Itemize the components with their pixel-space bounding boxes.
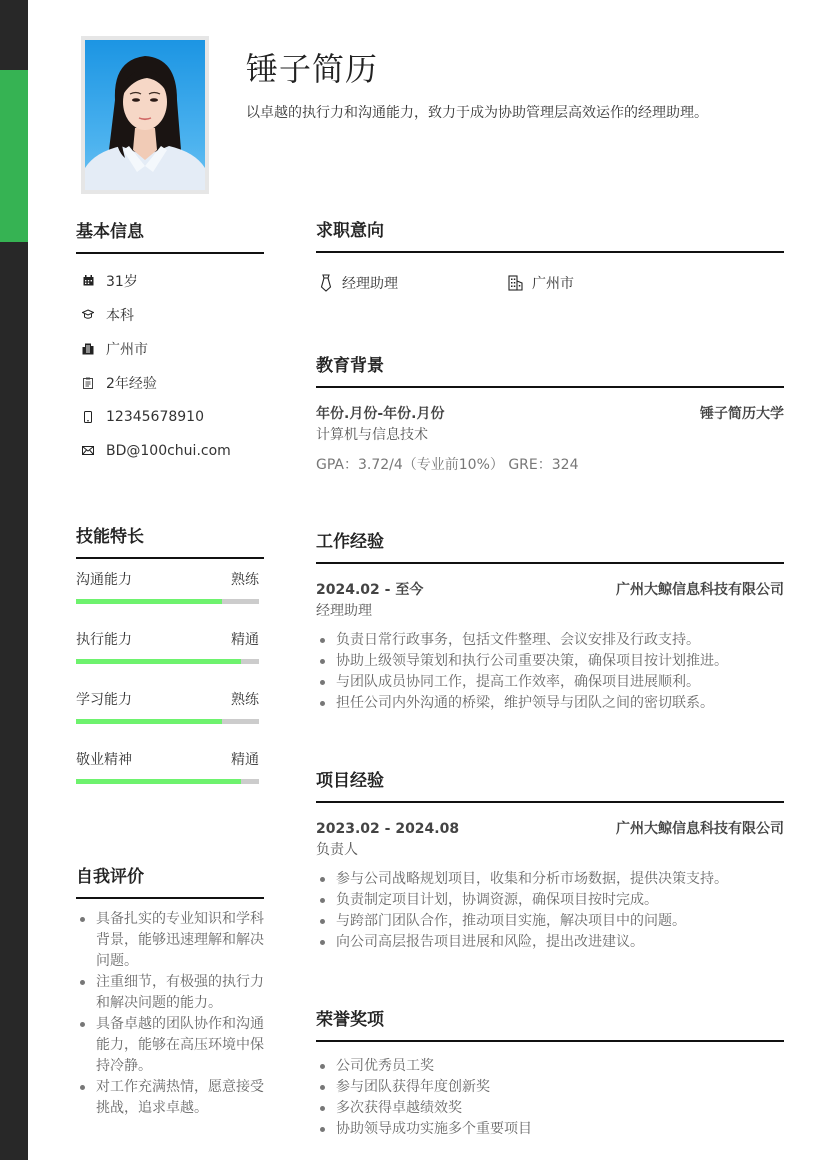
section-divider bbox=[316, 801, 784, 803]
info-text: 12345678910 bbox=[106, 408, 204, 425]
intent-position-text: 经理助理 bbox=[342, 275, 398, 292]
info-degree bbox=[76, 298, 264, 332]
basic-info-section bbox=[76, 220, 264, 468]
info-city bbox=[76, 332, 264, 366]
skill-item bbox=[76, 569, 264, 604]
list-item: 具备卓越的团队协作和沟通能力，能够在高压环境中保持冷静。 bbox=[76, 1014, 264, 1077]
intent-city-text: 广州市 bbox=[532, 275, 574, 292]
list-item: 多次获得卓越绩效奖 bbox=[316, 1098, 784, 1119]
info-experience bbox=[76, 366, 264, 400]
skill-name: 学习能力 bbox=[76, 691, 132, 708]
skill-name: 敬业精神 bbox=[76, 751, 132, 768]
list-item: 公司优秀员工奖 bbox=[316, 1056, 784, 1077]
phone-icon bbox=[78, 410, 98, 424]
building-icon bbox=[78, 342, 98, 356]
self-evaluation-section bbox=[76, 865, 264, 1119]
skill-level: 精通 bbox=[231, 631, 259, 648]
project-period: 2023.02 - 2024.08 bbox=[316, 820, 460, 837]
list-item: 协助领导成功实施多个重要项目 bbox=[316, 1119, 784, 1140]
project-experience-section bbox=[316, 769, 784, 953]
education-major: 计算机与信息技术 bbox=[316, 426, 428, 443]
tie-icon bbox=[316, 273, 336, 293]
skill-progress-bar bbox=[76, 719, 259, 724]
self-evaluation-list bbox=[76, 909, 264, 1119]
info-phone bbox=[76, 400, 264, 434]
sidebar-green-accent bbox=[0, 70, 28, 242]
section-divider bbox=[316, 562, 784, 564]
skill-item bbox=[76, 689, 264, 724]
honors-list bbox=[316, 1056, 784, 1140]
info-text: BD@100chui.com bbox=[106, 442, 231, 459]
work-duties-list bbox=[316, 630, 784, 714]
project-duties-list bbox=[316, 869, 784, 953]
skill-progress-fill bbox=[76, 779, 241, 784]
list-item: 对工作充满热情，愿意接受挑战，追求卓越。 bbox=[76, 1077, 264, 1119]
info-text: 2年经验 bbox=[106, 375, 157, 392]
list-item: 具备扎实的专业知识和学科背景，能够迅速理解和解决问题。 bbox=[76, 909, 264, 972]
section-divider bbox=[316, 386, 784, 388]
work-role: 经理助理 bbox=[316, 602, 372, 619]
section-divider bbox=[76, 252, 264, 254]
section-title: 求职意向 bbox=[316, 221, 384, 241]
education-scores: GPA：3.72/4（专业前10%） GRE：324 bbox=[316, 456, 579, 473]
profile-photo-frame bbox=[81, 36, 209, 194]
section-title: 技能特长 bbox=[76, 527, 144, 547]
section-divider bbox=[76, 897, 264, 899]
section-title: 项目经验 bbox=[316, 771, 384, 791]
skill-progress-fill bbox=[76, 599, 222, 604]
list-item: 向公司高层报告项目进展和风险，提出改进建议。 bbox=[316, 932, 784, 953]
info-text: 本科 bbox=[106, 307, 134, 324]
graduation-cap-icon bbox=[78, 308, 98, 322]
list-item: 注重细节，有极强的执行力和解决问题的能力。 bbox=[76, 972, 264, 1014]
list-item: 与团队成员协同工作，提高工作效率，确保项目进展顺利。 bbox=[316, 672, 784, 693]
education-period: 年份.月份-年份.月份 bbox=[316, 405, 445, 422]
skill-progress-bar bbox=[76, 659, 259, 664]
honors-section bbox=[316, 1008, 784, 1140]
section-divider bbox=[316, 251, 784, 253]
intent-position bbox=[316, 273, 506, 293]
skill-name: 沟通能力 bbox=[76, 571, 132, 588]
list-item: 协助上级领导策划和执行公司重要决策，确保项目按计划推进。 bbox=[316, 651, 784, 672]
list-item: 参与公司战略规划项目，收集和分析市场数据，提供决策支持。 bbox=[316, 869, 784, 890]
section-title: 基本信息 bbox=[76, 222, 144, 242]
list-item: 负责制定项目计划，协调资源，确保项目按时完成。 bbox=[316, 890, 784, 911]
skill-progress-fill bbox=[76, 719, 222, 724]
section-title: 自我评价 bbox=[76, 867, 144, 887]
section-divider bbox=[316, 1040, 784, 1042]
list-item: 参与团队获得年度创新奖 bbox=[316, 1077, 784, 1098]
project-company: 广州大鲸信息科技有限公司 bbox=[616, 820, 784, 837]
job-intention-section bbox=[316, 219, 784, 295]
section-title: 荣誉奖项 bbox=[316, 1010, 384, 1030]
list-item: 担任公司内外沟通的桥梁，维护领导与团队之间的密切联系。 bbox=[316, 693, 784, 714]
skill-level: 精通 bbox=[231, 751, 259, 768]
skills-section bbox=[76, 525, 264, 784]
section-divider bbox=[76, 557, 264, 559]
section-title: 工作经验 bbox=[316, 532, 384, 552]
office-building-icon bbox=[506, 273, 526, 293]
profile-photo bbox=[85, 40, 205, 190]
resume-motto: 以卓越的执行力和沟通能力，致力于成为协助管理层高效运作的经理助理。 bbox=[246, 105, 708, 121]
calendar-icon bbox=[78, 274, 98, 288]
list-item: 负责日常行政事务，包括文件整理、会议安排及行政支持。 bbox=[316, 630, 784, 651]
skill-progress-bar bbox=[76, 779, 259, 784]
education-school: 锤子简历大学 bbox=[700, 405, 784, 422]
info-email bbox=[76, 434, 264, 468]
work-company: 广州大鲸信息科技有限公司 bbox=[616, 581, 784, 598]
mail-icon bbox=[78, 444, 98, 458]
work-period: 2024.02 - 至今 bbox=[316, 581, 424, 598]
education-section bbox=[316, 354, 784, 476]
skill-progress-bar bbox=[76, 599, 259, 604]
work-experience-section bbox=[316, 530, 784, 714]
skill-name: 执行能力 bbox=[76, 631, 132, 648]
skill-level: 熟练 bbox=[231, 691, 259, 708]
info-text: 广州市 bbox=[106, 341, 148, 358]
info-text: 31岁 bbox=[106, 273, 138, 290]
list-item: 与跨部门团队合作，推动项目实施，解决项目中的问题。 bbox=[316, 911, 784, 932]
resume-name: 锤子简历 bbox=[246, 50, 379, 88]
project-role: 负责人 bbox=[316, 841, 358, 858]
info-age bbox=[76, 264, 264, 298]
clipboard-icon bbox=[78, 376, 98, 390]
skill-item bbox=[76, 749, 264, 784]
skill-progress-fill bbox=[76, 659, 241, 664]
skill-item bbox=[76, 629, 264, 664]
intent-city bbox=[506, 273, 696, 293]
section-title: 教育背景 bbox=[316, 356, 384, 376]
skill-level: 熟练 bbox=[231, 571, 259, 588]
